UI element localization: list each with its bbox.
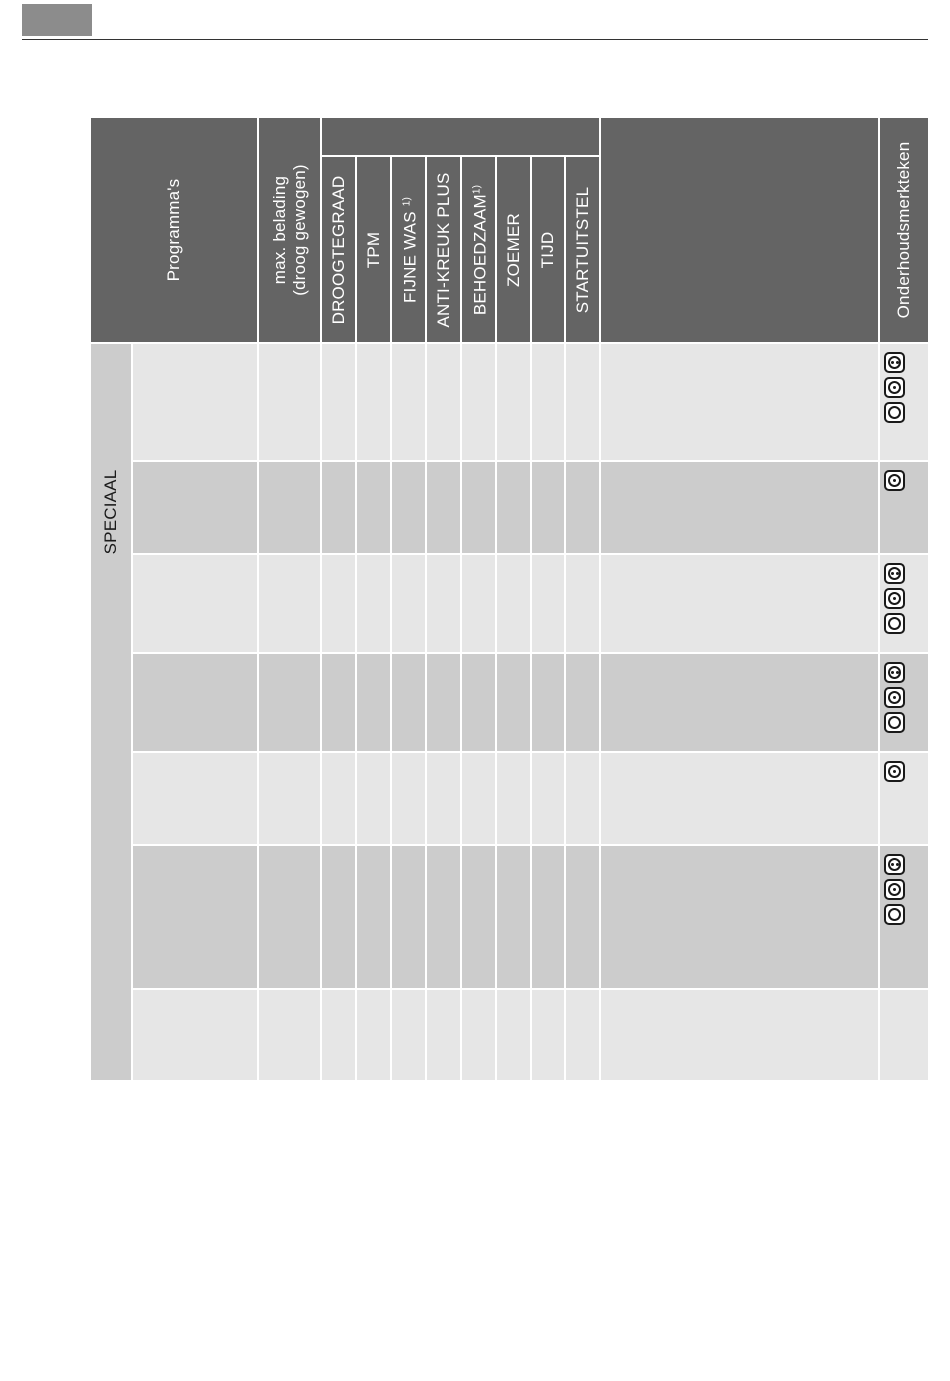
tumble-dry-icon	[884, 613, 905, 634]
table-cell	[497, 654, 530, 751]
header-onderhoudsmerkteken-label: Onderhoudsmerkteken	[894, 141, 913, 319]
table-cell	[427, 654, 460, 751]
header-option-tpm	[357, 157, 390, 342]
tumble-dry-low-icon	[884, 470, 905, 491]
table-cell	[566, 344, 599, 460]
table-cell	[357, 654, 390, 751]
table-cell	[133, 462, 257, 553]
table-cell	[497, 846, 530, 988]
header-option-label: BEHOEDZAAM$^{1)}$	[470, 184, 489, 315]
table-cell	[133, 555, 257, 652]
table-cell	[427, 846, 460, 988]
table-cell	[462, 462, 495, 553]
top-rule	[22, 39, 928, 40]
table-cell	[497, 990, 530, 1080]
tumble-dry-icon	[884, 904, 905, 925]
table-cell	[566, 753, 599, 844]
group-column	[91, 344, 131, 1080]
tumble-dry-low-icon	[884, 687, 905, 708]
table-cell	[357, 344, 390, 460]
table-cell	[566, 846, 599, 988]
group-label-speciaal	[91, 462, 131, 562]
table-cell	[462, 344, 495, 460]
header-max-belading	[259, 118, 320, 342]
table-cell	[532, 846, 564, 988]
care-symbols	[884, 662, 905, 733]
table-cell	[427, 753, 460, 844]
table-cell	[497, 555, 530, 652]
header-option-label: TPM	[363, 231, 383, 268]
table-cell	[392, 344, 425, 460]
header-option-label: STARTUITSTEL	[572, 186, 592, 313]
header-option-zoemer	[497, 157, 530, 342]
table-cell	[497, 344, 530, 460]
header-option-label: ZOEMER	[503, 212, 523, 287]
table-cell	[322, 753, 355, 844]
care-symbols	[884, 352, 905, 423]
table-cell	[566, 555, 599, 652]
table-cell	[392, 462, 425, 553]
tumble-dry-low-icon	[884, 879, 905, 900]
table-cell	[601, 555, 878, 652]
table-cell	[357, 753, 390, 844]
table-cell	[392, 753, 425, 844]
header-options-band	[322, 118, 599, 155]
table-cell	[427, 344, 460, 460]
care-symbols	[884, 563, 905, 634]
header-description	[601, 118, 878, 342]
table-cell	[427, 462, 460, 553]
table-cell	[392, 654, 425, 751]
header-max-belading-label: max. belading (droog gewogen)	[269, 164, 309, 296]
table-cell	[532, 654, 564, 751]
table-cell	[133, 753, 257, 844]
header-option-label: ANTI-KREUK PLUS	[433, 171, 453, 328]
tumble-dry-normal-icon	[884, 563, 905, 584]
header-option-tijd	[532, 157, 564, 342]
table-cell	[392, 990, 425, 1080]
header-programmas	[91, 118, 257, 342]
table-cell	[322, 555, 355, 652]
table-cell	[427, 990, 460, 1080]
table-cell	[566, 990, 599, 1080]
table-cell	[133, 846, 257, 988]
table-cell	[133, 990, 257, 1080]
table-cell	[566, 654, 599, 751]
table-cell	[392, 846, 425, 988]
table-cell	[566, 462, 599, 553]
table-cell	[601, 462, 878, 553]
table-cell	[259, 654, 320, 751]
table-cell	[601, 846, 878, 988]
table-cell	[322, 990, 355, 1080]
header-option-fijne-was	[392, 157, 425, 342]
table-cell	[532, 555, 564, 652]
table-cell	[357, 846, 390, 988]
table-cell	[462, 555, 495, 652]
header-option-droogtegraad	[322, 157, 355, 342]
page-tab	[22, 4, 92, 36]
table-cell	[601, 344, 878, 460]
tumble-dry-normal-icon	[884, 662, 905, 683]
table-cell	[601, 990, 878, 1080]
table-cell	[497, 462, 530, 553]
header-onderhoudsmerkteken	[880, 118, 928, 342]
table-cell	[462, 990, 495, 1080]
group-label-text: SPECIAAL	[101, 469, 120, 555]
tumble-dry-icon	[884, 402, 905, 423]
table-cell	[880, 990, 928, 1080]
table-cell	[259, 555, 320, 652]
table-cell	[601, 753, 878, 844]
table-cell	[357, 990, 390, 1080]
table-cell	[357, 555, 390, 652]
table-cell	[532, 990, 564, 1080]
table-cell	[462, 753, 495, 844]
table-cell	[357, 462, 390, 553]
table-cell	[532, 344, 564, 460]
header-option-behoedzaam	[462, 157, 495, 342]
tumble-dry-normal-icon	[884, 352, 905, 373]
table-cell	[532, 462, 564, 553]
table-cell	[462, 654, 495, 751]
table-cell	[133, 344, 257, 460]
table-cell	[392, 555, 425, 652]
tumble-dry-icon	[884, 712, 905, 733]
care-symbols	[884, 470, 905, 491]
table-cell	[322, 462, 355, 553]
table-cell	[322, 654, 355, 751]
care-symbols	[884, 761, 905, 782]
table-cell	[259, 462, 320, 553]
tumble-dry-low-icon	[884, 377, 905, 398]
header-option-label: DROOGTEGRAAD	[328, 175, 348, 324]
tumble-dry-low-icon	[884, 761, 905, 782]
header-option-startuitstel	[566, 157, 599, 342]
header-programmas-label: Programma's	[164, 178, 183, 282]
table-cell	[259, 846, 320, 988]
tumble-dry-normal-icon	[884, 854, 905, 875]
table-cell	[497, 753, 530, 844]
header-option-anti-kreuk-plus	[427, 157, 460, 342]
table-cell	[532, 753, 564, 844]
tumble-dry-low-icon	[884, 588, 905, 609]
table-cell	[259, 753, 320, 844]
table-cell	[322, 344, 355, 460]
header-option-label: TIJD	[538, 231, 557, 268]
table-cell	[427, 555, 460, 652]
table-cell	[462, 846, 495, 988]
care-symbols	[884, 854, 905, 925]
table-cell	[259, 990, 320, 1080]
table-cell	[322, 846, 355, 988]
header-option-label: FIJNE WAS $^{1)}$	[400, 196, 419, 303]
table-cell	[133, 654, 257, 751]
table-cell	[601, 654, 878, 751]
table-cell	[259, 344, 320, 460]
